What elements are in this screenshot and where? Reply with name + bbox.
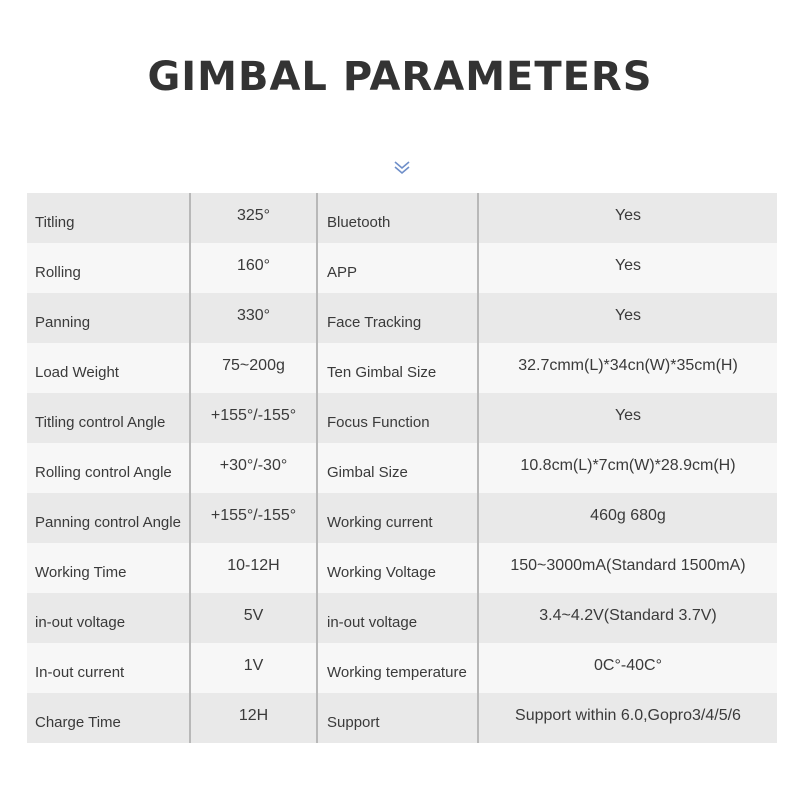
table-row [27,593,777,643]
param-value: 10.8cm(L)*7cm(W)*28.9cm(H) [477,443,777,493]
table-row [27,643,777,693]
param-label: Rolling [35,263,81,281]
table-row [27,293,777,343]
param-label: in-out voltage [35,613,126,631]
param-value: +155°/-155° [189,493,316,543]
param-label: in-out voltage [316,593,477,643]
param-value: 75~200g [189,343,316,393]
param-label: Load Weight [35,363,119,381]
table-row [27,693,777,743]
table-row [27,393,777,443]
param-value: 1V [189,643,316,693]
table-row [27,193,777,243]
param-value: Yes [477,293,777,343]
param-label: Charge Time [35,713,121,731]
param-label: Titling [35,213,75,231]
param-label: Panning [35,313,91,331]
param-value: 330° [189,293,316,343]
double-chevron-down-icon[interactable] [392,158,412,178]
param-label: Face Tracking [316,293,477,343]
param-value: 32.7cmm(L)*34cn(W)*35cm(H) [477,343,777,393]
table-row [27,343,777,393]
param-label: Working temperature [316,643,477,693]
parameters-table [27,193,777,743]
page-title: GIMBAL PARAMETERS [147,54,653,100]
param-value: 460g 680g [477,493,777,543]
param-value: Support within 6.0,Gopro3/4/5/6 [477,693,777,743]
table-row [27,543,777,593]
param-label: Rolling control Angle [35,463,172,481]
param-value: +30°/-30° [189,443,316,493]
param-value: Yes [477,243,777,293]
param-label: In-out current [35,663,125,681]
param-label: Focus Function [316,393,477,443]
param-label: Support [316,693,477,743]
param-label: Panning control Angle [35,513,181,531]
param-label: Ten Gimbal Size [316,343,477,393]
param-value: Yes [477,193,777,243]
table-row [27,243,777,293]
param-label: Working Voltage [316,543,477,593]
param-value: 3.4~4.2V(Standard 3.7V) [477,593,777,643]
table-row [27,493,777,543]
param-value: 10-12H [189,543,316,593]
param-label: Working current [316,493,477,543]
param-value: 150~3000mA(Standard 1500mA) [477,543,777,593]
param-label: APP [316,243,477,293]
table-row [27,443,777,493]
param-label: Bluetooth [316,193,477,243]
param-label: Working Time [35,563,127,581]
param-label: Gimbal Size [316,443,477,493]
param-value: 5V [189,593,316,643]
param-value: +155°/-155° [189,393,316,443]
param-value: 12H [189,693,316,743]
param-value: 160° [189,243,316,293]
param-label: Titling control Angle [35,413,166,431]
param-value: 325° [189,193,316,243]
param-value: 0C°-40C° [477,643,777,693]
param-value: Yes [477,393,777,443]
